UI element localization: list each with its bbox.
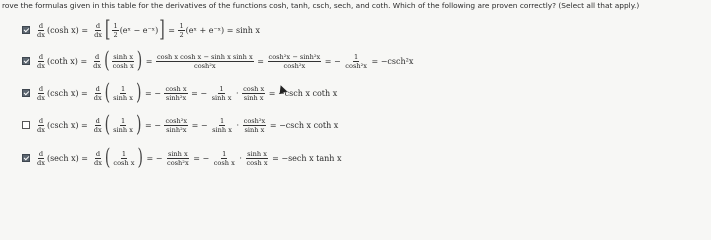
- close-bracket: ]: [159, 17, 165, 43]
- formula-text: = −csch x coth x: [267, 120, 339, 130]
- frac-denominator: cosh²x: [194, 61, 216, 70]
- formula-text: =: [143, 56, 155, 66]
- frac-denominator: dx: [37, 30, 45, 39]
- frac-denominator: dx: [93, 61, 102, 70]
- formula-text: = −: [322, 56, 344, 66]
- option-formula-5: [35, 145, 342, 171]
- fraction: [213, 150, 236, 167]
- frac-denominator: cosh x: [113, 158, 135, 167]
- fraction: [92, 53, 102, 70]
- option-formula-3: [35, 80, 338, 106]
- frac-denominator: cosh x: [246, 158, 268, 167]
- frac-numerator: cosh x cosh x − sinh x sinh x: [156, 52, 253, 61]
- derivative-operator: [36, 53, 46, 70]
- option-checkbox-5[interactable]: [22, 154, 30, 162]
- frac-numerator: d: [38, 149, 44, 158]
- frac-numerator: cosh x: [243, 84, 265, 93]
- fraction: [211, 85, 233, 102]
- formula-text: = −sech x tanh x: [269, 153, 342, 163]
- frac-numerator: 1: [222, 149, 227, 158]
- function-argument: (sech x) =: [46, 153, 88, 163]
- open-bracket: (: [104, 112, 111, 138]
- frac-numerator: cosh x: [165, 84, 187, 93]
- frac-denominator: dx: [93, 125, 102, 134]
- open-bracket: (: [104, 48, 110, 74]
- frac-numerator: 1: [179, 21, 184, 30]
- frac-numerator: d: [95, 21, 101, 30]
- formula-text: ·: [236, 153, 245, 163]
- frac-denominator: sinh x: [113, 125, 133, 134]
- frac-denominator: cosh²x: [283, 61, 306, 70]
- fraction: [93, 150, 103, 167]
- formula-text: ·: [233, 120, 242, 130]
- function-argument: (csch x) =: [46, 120, 88, 130]
- frac-denominator: cosh²x: [167, 158, 189, 167]
- derivative-operator: [36, 117, 46, 134]
- frac-denominator: sinh x: [243, 93, 264, 102]
- frac-denominator: dx: [37, 125, 45, 134]
- frac-numerator: 1: [121, 149, 127, 158]
- fraction: [243, 117, 267, 134]
- frac-numerator: 1: [354, 52, 359, 61]
- frac-numerator: cosh²x − sinh²x: [268, 52, 321, 61]
- function-argument: (csch x) =: [46, 88, 88, 98]
- fraction: [93, 85, 103, 102]
- frac-denominator: dx: [37, 93, 45, 102]
- derivative-operator: [36, 22, 46, 39]
- formula-text: =: [165, 25, 178, 35]
- option-formula-4: [35, 112, 339, 138]
- fraction: [112, 53, 135, 70]
- derivative-operator: [36, 85, 46, 102]
- frac-denominator: cosh²x: [345, 61, 367, 70]
- frac-numerator: 1: [219, 116, 225, 125]
- answer-option-4[interactable]: [22, 112, 338, 138]
- fraction: [112, 85, 134, 102]
- formula-text: = −: [143, 153, 166, 163]
- frac-numerator: sinh x: [247, 149, 267, 158]
- answer-option-5[interactable]: [22, 145, 341, 171]
- frac-numerator: d: [38, 21, 44, 30]
- frac-denominator: dx: [93, 93, 102, 102]
- fraction: [112, 22, 118, 39]
- fraction: [156, 53, 254, 70]
- function-argument: (cosh x) =: [46, 25, 89, 35]
- option-formula-1: [35, 17, 260, 43]
- question-prompt: rove the formulas given in this table for the derivatives of the functions cosh, tanh, csch, sech, and coth. Which of the following are proven correctly? (Select all that apply.): [2, 1, 640, 10]
- formula-text: = −csch x coth x: [266, 88, 338, 98]
- frac-denominator: sinh²x: [165, 93, 187, 102]
- frac-numerator: 1: [120, 116, 126, 125]
- formula-text: = −: [190, 153, 212, 163]
- frac-numerator: 1: [219, 84, 224, 93]
- close-bracket: ): [135, 80, 142, 106]
- frac-numerator: 1: [120, 84, 126, 93]
- frac-numerator: sinh x: [167, 149, 188, 158]
- open-bracket: (: [104, 80, 111, 106]
- fraction: [112, 117, 134, 134]
- frac-denominator: dx: [37, 158, 45, 167]
- option-formula-2: [35, 48, 414, 74]
- frac-denominator: 2: [179, 30, 184, 39]
- fraction: [178, 22, 184, 39]
- frac-denominator: dx: [93, 158, 102, 167]
- fraction: [268, 53, 322, 70]
- frac-numerator: d: [95, 116, 100, 125]
- fraction: [93, 22, 103, 39]
- function-argument: (coth x) =: [46, 56, 88, 66]
- frac-denominator: sinh²x: [166, 125, 187, 134]
- fraction: [166, 150, 190, 167]
- frac-numerator: d: [95, 149, 101, 158]
- formula-text: = −: [142, 88, 164, 98]
- frac-numerator: d: [38, 84, 44, 93]
- frac-numerator: 1: [113, 21, 118, 30]
- answer-option-1[interactable]: [22, 17, 260, 43]
- close-bracket: ): [137, 145, 143, 171]
- open-bracket: [: [105, 17, 111, 43]
- frac-denominator: dx: [94, 30, 103, 39]
- frac-denominator: sinh x: [244, 125, 265, 134]
- frac-numerator: d: [95, 52, 100, 61]
- derivative-operator: [36, 150, 46, 167]
- frac-denominator: sinh x: [212, 125, 232, 134]
- fraction: [112, 150, 135, 167]
- formula-text: = −csch²x: [368, 56, 414, 66]
- fraction: [245, 150, 268, 167]
- fraction: [242, 85, 265, 102]
- option-checkbox-3[interactable]: [22, 89, 30, 97]
- answer-option-2[interactable]: [22, 48, 413, 74]
- close-bracket: ): [136, 48, 143, 74]
- frac-numerator: cosh²x: [243, 116, 266, 125]
- formula-text: (eˣ − e⁻ˣ): [119, 25, 159, 35]
- fraction: [164, 117, 188, 134]
- formula-text: = −: [142, 120, 164, 130]
- frac-numerator: d: [38, 52, 44, 61]
- option-checkbox-4[interactable]: [22, 121, 30, 129]
- formula-text: = −: [189, 120, 211, 130]
- formula-text: ·: [233, 88, 242, 98]
- fraction: [344, 53, 368, 70]
- formula-text: (eˣ + e⁻ˣ) = sinh x: [185, 25, 260, 35]
- frac-denominator: cosh x: [213, 158, 235, 167]
- answer-option-3[interactable]: [22, 80, 337, 106]
- option-checkbox-1[interactable]: [22, 26, 30, 34]
- frac-denominator: cosh x: [112, 61, 134, 70]
- fraction: [93, 117, 103, 134]
- formula-text: =: [254, 56, 267, 66]
- frac-numerator: sinh x: [113, 52, 134, 61]
- frac-denominator: sinh x: [211, 93, 232, 102]
- frac-denominator: 2: [113, 30, 118, 39]
- fraction: [164, 85, 187, 102]
- frac-numerator: d: [95, 84, 100, 93]
- open-bracket: (: [104, 145, 111, 171]
- close-bracket: ): [135, 112, 142, 138]
- option-checkbox-2[interactable]: [22, 57, 30, 65]
- frac-denominator: sinh x: [113, 93, 133, 102]
- formula-text: = −: [188, 88, 210, 98]
- frac-numerator: d: [38, 116, 44, 125]
- frac-numerator: cosh²x: [165, 116, 188, 125]
- frac-denominator: dx: [37, 61, 45, 70]
- fraction: [211, 117, 233, 134]
